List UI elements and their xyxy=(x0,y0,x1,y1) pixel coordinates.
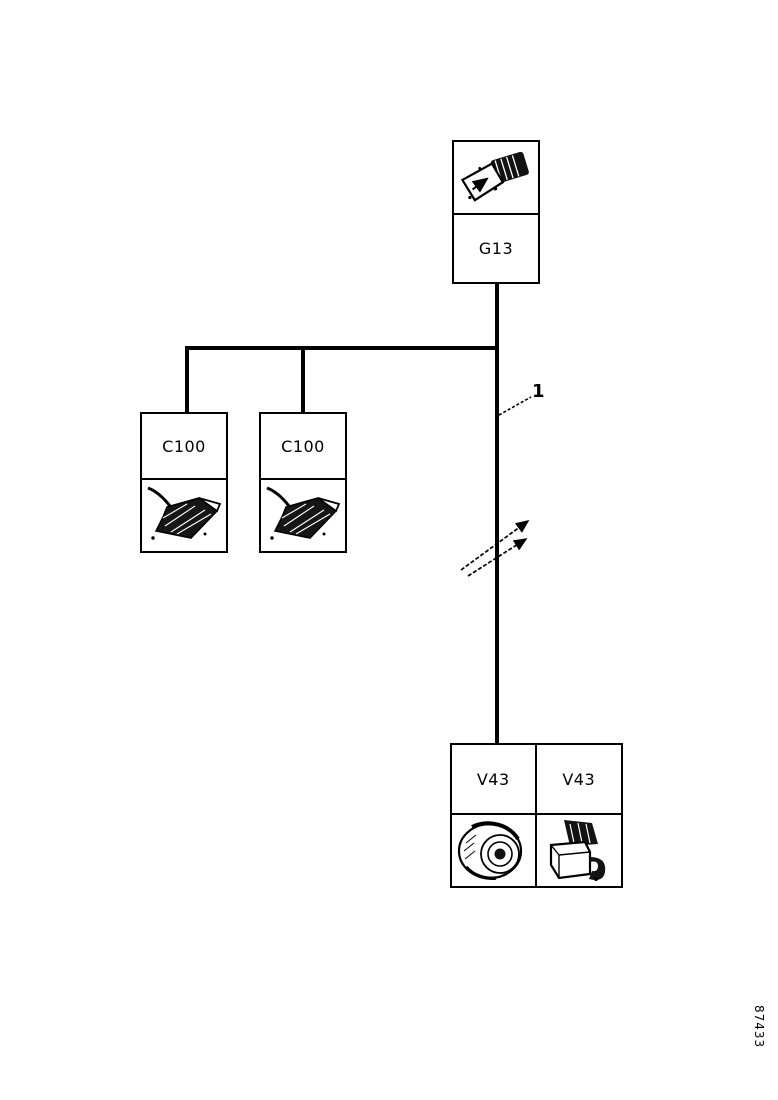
figure-number: 87433 xyxy=(752,1005,766,1049)
harness-connector-icon xyxy=(261,480,345,551)
pump-assembly-icon xyxy=(537,815,622,886)
harness-connector-icon xyxy=(142,480,226,551)
node-v43-left-label: V43 xyxy=(452,745,537,815)
wire-callout-label: 1 xyxy=(532,381,545,402)
node-c100-mid xyxy=(259,412,347,553)
node-g13 xyxy=(452,140,540,284)
node-v43-right-label: V43 xyxy=(537,745,622,815)
pump-motor-icon xyxy=(452,815,537,886)
node-g13-label: G13 xyxy=(478,239,514,258)
wire-break-marks xyxy=(461,521,528,576)
node-c100-mid-label: C100 xyxy=(261,414,345,480)
node-c100-left xyxy=(140,412,228,553)
wire-callout-leader xyxy=(499,397,531,415)
node-v43-group xyxy=(450,743,623,888)
node-c100-left-label: C100 xyxy=(142,414,226,480)
terminal-connector-icon xyxy=(454,142,538,215)
